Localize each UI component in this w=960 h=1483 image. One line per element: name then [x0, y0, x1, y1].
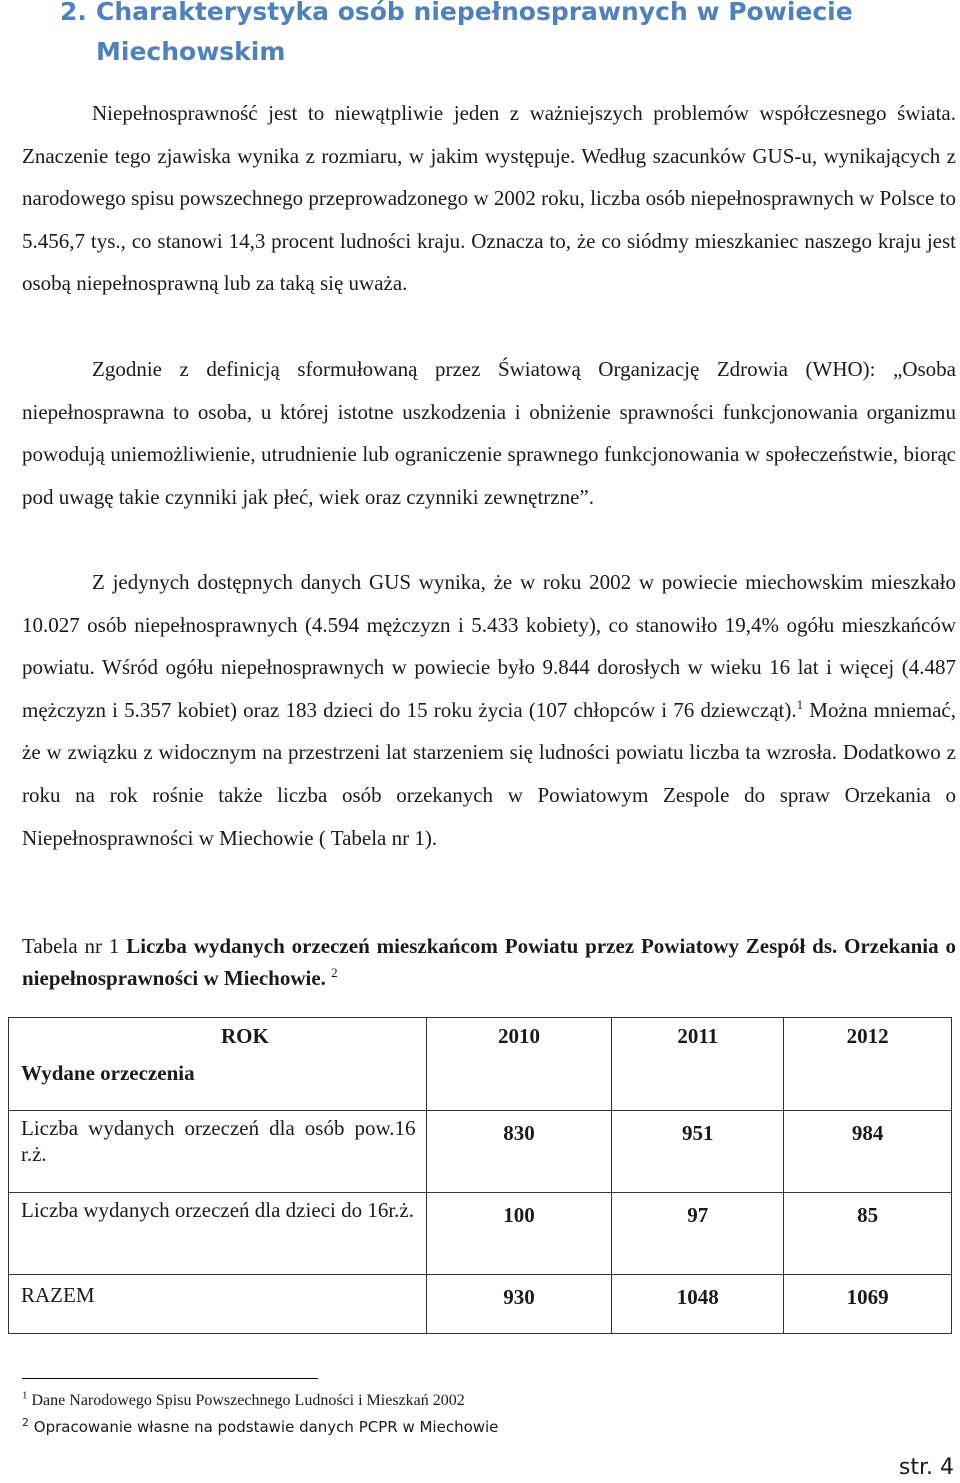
header-year-label: ROK: [221, 1024, 269, 1048]
footnote-2-number: 2: [22, 1416, 29, 1429]
cell-value: 85: [784, 1193, 952, 1275]
paragraph-local-data-part1: Z jedynych dostępnych danych GUS wynika, że w roku 2002 w powiecie miechowskim mieszkało 10.027 osób niepełnosprawnych (4.594 mężczyzn i 5.433 kobiety), co stanowiło 19,4% ogółu mieszkańców powiatu. Wśród ogółu niepełnosprawnych w powiecie było 9.844 dorosłych w wieku 16 lat i więcej (4.487 mężczyzn i 5.357 kobiet) oraz 183 dzieci do 15 roku życia (107 chłopców i 76 dziewcząt).: [22, 570, 956, 722]
footnote-1-number: 1: [22, 1389, 28, 1402]
footnote-ref-2[interactable]: 2: [331, 965, 338, 980]
certificates-table: [8, 1017, 952, 1334]
footnote-separator: [22, 1378, 318, 1379]
table-caption: [22, 930, 956, 994]
header-year: 2011: [612, 1018, 784, 1111]
paragraph-local-data-part2: Można mniemać, że w związku z widocznym na przestrzeni lat starzeniem się ludności powiatu liczba ta wzrosła. Dodatkowo z roku na rok rośnie także liczba osób orzekanych w Powiatowym Zespole do spraw Orzekania o Niepełnosprawności w Miechowie ( Tabela nr 1).: [22, 697, 956, 850]
table-row: [9, 1193, 952, 1275]
table-caption-title: Liczba wydanych orzeczeń mieszkańcom Powiatu przez Powiatowy Zespół ds. Orzekania o niepełnosprawności w Miechowie.: [22, 934, 956, 990]
footnote-2: [22, 1418, 498, 1436]
footnote-ref-1[interactable]: 1: [796, 696, 804, 712]
body-text-1: [22, 92, 956, 305]
table-total-row: [9, 1275, 952, 1334]
paragraph-definition: Zgodnie z definicją sformułowaną przez Światową Organizację Zdrowia (WHO): „Osoba niepełnosprawna to osoba, u której istotne uszkodzenia i obniżenie sprawności funkcjonowania organizmu powodują uniemożliwienie, utrudnienie lub ograniczenie sprawnego funkcjonowania w społeczeństwie, biorąc pod uwagę takie czynniki jak płeć, wiek oraz czynniki zewnętrzne”.: [22, 357, 956, 509]
row-label: Liczba wydanych orzeczeń dla osób pow.16 r.ż.: [9, 1111, 427, 1193]
cell-value: 830: [426, 1111, 612, 1193]
header-year: 2012: [784, 1018, 952, 1111]
body-text-2: [22, 348, 956, 518]
row-label: Liczba wydanych orzeczeń dla dzieci do 16r.ż.: [9, 1193, 427, 1275]
header-row-label: Wydane orzeczenia: [21, 1061, 195, 1085]
cell-value: 984: [784, 1111, 952, 1193]
paragraph-prevalence: Niepełnosprawność jest to niewątpliwie jeden z ważniejszych problemów współczesnego świata. Znaczenie tego zjawiska wynika z rozmiaru, w jakim występuje. Według szacunków GUS-u, wynikających z narodowego spisu powszechnego przeprowadzonego w 2002 roku, liczba osób niepełnosprawnych w Polsce to 5.456,7 tys., co stanowi 14,3 procent ludności kraju. Oznacza to, że co siódmy mieszkaniec naszego kraju jest osobą niepełnosprawną lub za taką się uważa.: [22, 101, 956, 296]
body-text-3: [22, 561, 956, 859]
table-header-row: [9, 1018, 952, 1111]
total-value: 1069: [784, 1275, 952, 1334]
section-number: 2.: [60, 0, 87, 26]
cell-value: 100: [426, 1193, 612, 1275]
footnote-2-text: Opracowanie własne na podstawie danych PCPR w Miechowie: [33, 1418, 499, 1436]
paragraph-local-data: [22, 561, 956, 859]
total-label: RAZEM: [9, 1275, 427, 1334]
table-row: [9, 1111, 952, 1193]
total-value: 1048: [612, 1275, 784, 1334]
total-value: 930: [426, 1275, 612, 1334]
footnote-1: [22, 1389, 465, 1410]
header-year: 2010: [426, 1018, 612, 1111]
cell-value: 97: [612, 1193, 784, 1275]
section-heading: [60, 0, 920, 72]
table-caption-prefix: Tabela nr 1: [22, 934, 127, 958]
page-number: str. 4: [898, 1455, 954, 1480]
table-corner-cell: [9, 1018, 427, 1111]
section-title: Charakterystyka osób niepełnosprawnych w Powiecie Miechowskim: [96, 0, 853, 66]
footnote-1-text: Dane Narodowego Spisu Powszechnego Ludności i Mieszkań 2002: [31, 1392, 465, 1409]
cell-value: 951: [612, 1111, 784, 1193]
